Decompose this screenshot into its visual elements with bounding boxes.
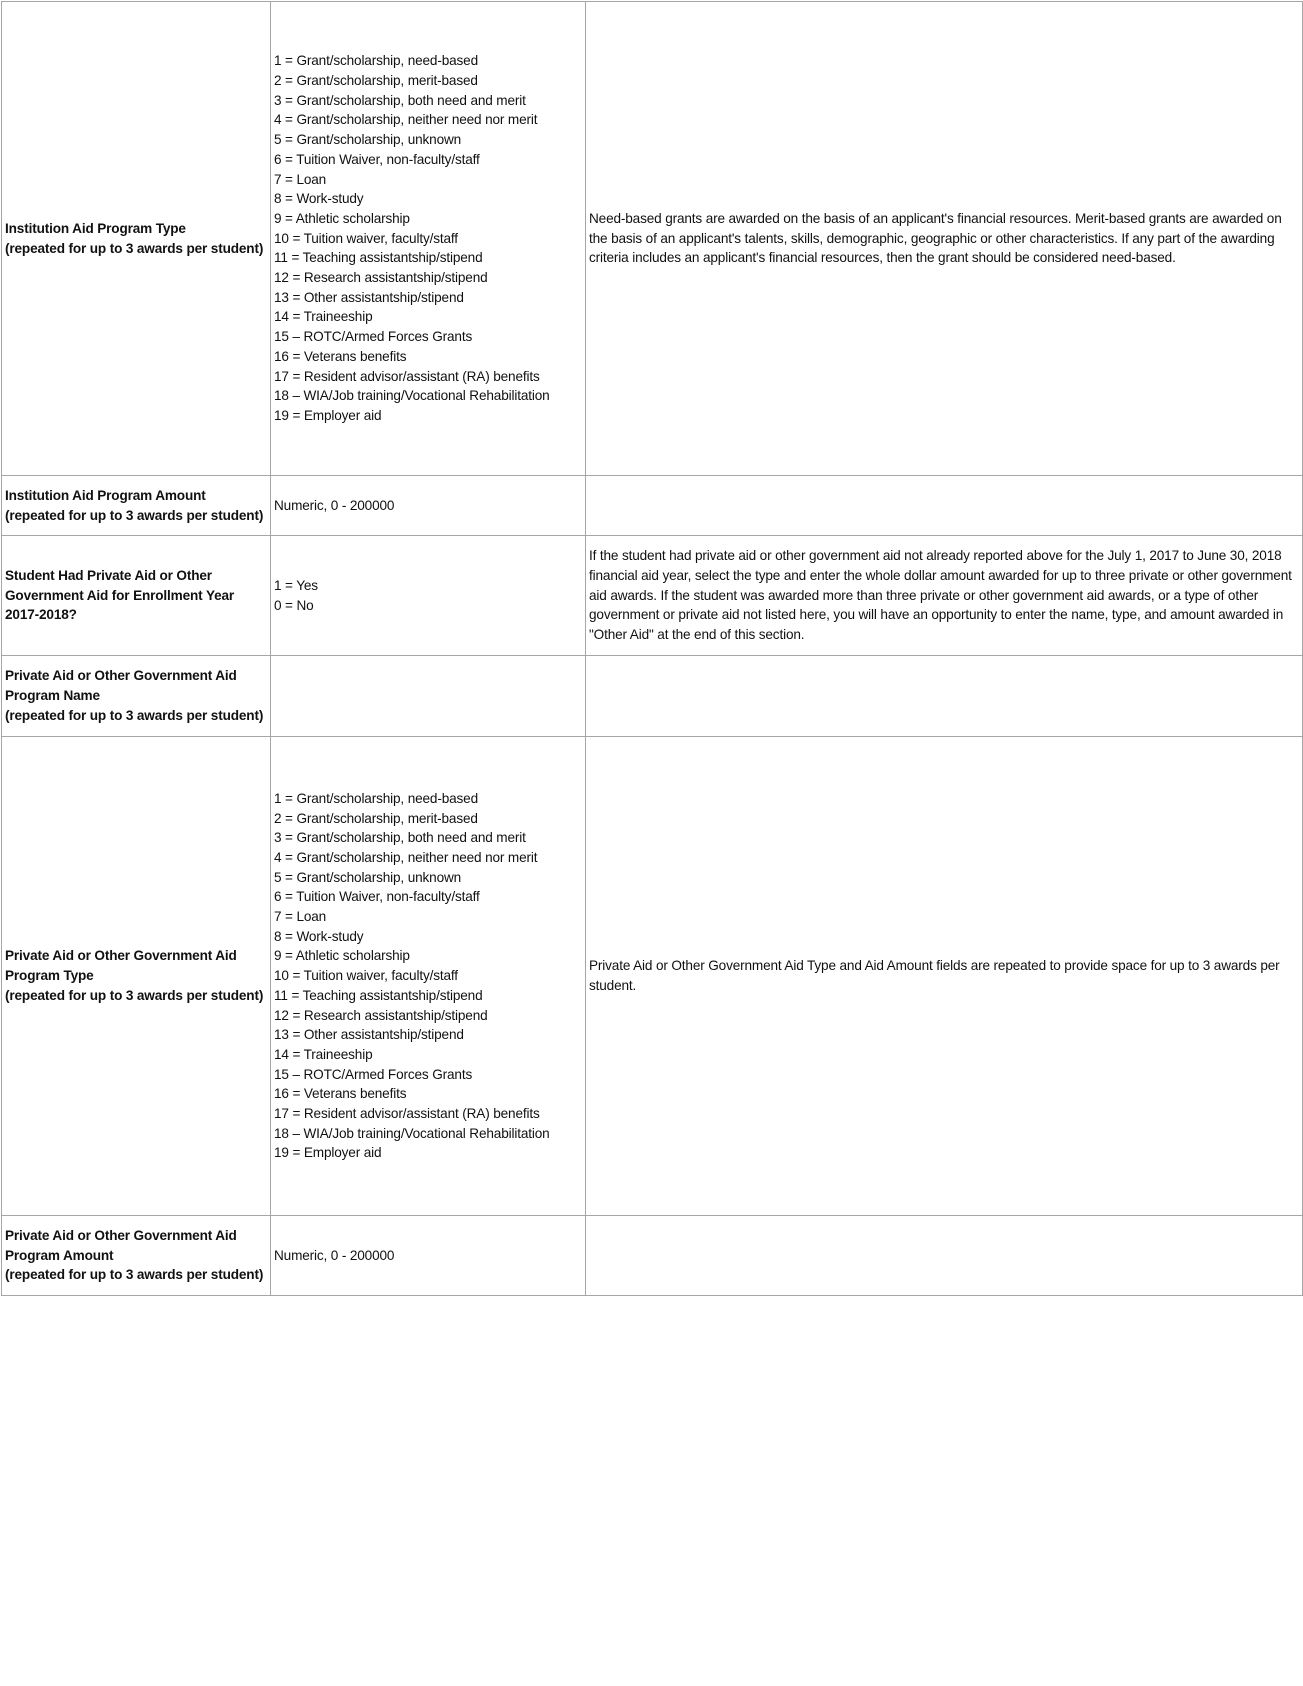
valid-value-option: 7 = Loan <box>274 909 327 925</box>
valid-value-option: 5 = Grant/scholarship, unknown <box>274 869 462 885</box>
field-name-cell <box>2 656 271 737</box>
field-name-line: Student Had Private Aid or Other Government Aid for Enrollment Year 2017-2018? <box>5 567 235 623</box>
valid-value-option: Numeric, 0 - 200000 <box>274 497 395 513</box>
field-name-line: (repeated for up to 3 awards per student) <box>5 707 264 723</box>
valid-value-option: 1 = Grant/scholarship, need-based <box>274 53 478 69</box>
valid-value-option: 6 = Tuition Waiver, non-faculty/staff <box>274 889 480 905</box>
field-name-line: (repeated for up to 3 awards per student) <box>5 507 264 523</box>
valid-value-option: 3 = Grant/scholarship, both need and merit <box>274 92 526 108</box>
valid-value-option: 1 = Yes <box>274 577 318 593</box>
valid-value-option: 16 = Veterans benefits <box>274 348 407 364</box>
notes-cell: Private Aid or Other Government Aid Type and Aid Amount fields are repeated to provide space for up to 3 awards per student. <box>586 737 1303 1216</box>
valid-value-option: 9 = Athletic scholarship <box>274 948 410 964</box>
valid-value-option: 2 = Grant/scholarship, merit-based <box>274 73 478 89</box>
valid-values-cell <box>271 1216 586 1296</box>
valid-value-option: 8 = Work-study <box>274 928 364 944</box>
valid-value-option: 11 = Teaching assistantship/stipend <box>274 250 483 266</box>
table-row <box>2 2 1303 476</box>
valid-values-cell <box>271 476 586 536</box>
valid-value-option: 6 = Tuition Waiver, non-faculty/staff <box>274 151 480 167</box>
field-name-line: Private Aid or Other Government Aid Program Type <box>5 948 237 984</box>
valid-value-option: 5 = Grant/scholarship, unknown <box>274 132 462 148</box>
valid-value-option: 18 – WIA/Job training/Vocational Rehabilitation <box>274 388 550 404</box>
valid-value-option: 18 – WIA/Job training/Vocational Rehabilitation <box>274 1125 550 1141</box>
field-name-line: Institution Aid Program Amount <box>5 487 206 503</box>
valid-value-option: 12 = Research assistantship/stipend <box>274 270 488 286</box>
notes-cell <box>586 476 1303 536</box>
table-row <box>2 476 1303 536</box>
valid-value-option: 0 = No <box>274 597 314 613</box>
field-name-line: Private Aid or Other Government Aid Program Amount <box>5 1227 237 1263</box>
valid-value-option: 12 = Research assistantship/stipend <box>274 1007 488 1023</box>
table-row <box>2 536 1303 656</box>
field-name-cell <box>2 1216 271 1296</box>
field-name-cell <box>2 2 271 476</box>
valid-value-option: 10 = Tuition waiver, faculty/staff <box>274 968 458 984</box>
table-row <box>2 737 1303 1216</box>
valid-value-option: 4 = Grant/scholarship, neither need nor merit <box>274 112 538 128</box>
field-name-line: (repeated for up to 3 awards per student) <box>5 1267 264 1283</box>
valid-value-option: 15 – ROTC/Armed Forces Grants <box>274 329 473 345</box>
field-name-line: (repeated for up to 3 awards per student) <box>5 240 264 256</box>
field-name-cell <box>2 536 271 656</box>
field-name-line: (repeated for up to 3 awards per student) <box>5 987 264 1003</box>
field-name-cell <box>2 737 271 1216</box>
valid-value-option: 11 = Teaching assistantship/stipend <box>274 987 483 1003</box>
valid-value-option: 19 = Employer aid <box>274 1145 382 1161</box>
valid-value-option: 13 = Other assistantship/stipend <box>274 1027 464 1043</box>
valid-value-option: 15 – ROTC/Armed Forces Grants <box>274 1066 473 1082</box>
valid-value-option: Numeric, 0 - 200000 <box>274 1247 395 1263</box>
notes-cell <box>586 656 1303 737</box>
valid-value-option: 8 = Work-study <box>274 191 364 207</box>
field-definitions-table <box>1 1 1303 1296</box>
valid-value-option: 3 = Grant/scholarship, both need and merit <box>274 830 526 846</box>
valid-value-option: 17 = Resident advisor/assistant (RA) benefits <box>274 1106 540 1122</box>
field-name-cell <box>2 476 271 536</box>
field-name-line: Private Aid or Other Government Aid Program Name <box>5 668 237 704</box>
valid-value-option: 1 = Grant/scholarship, need-based <box>274 790 478 806</box>
valid-value-option: 19 = Employer aid <box>274 407 382 423</box>
field-name-line: Institution Aid Program Type <box>5 220 186 236</box>
table-row <box>2 656 1303 737</box>
notes-cell <box>586 1216 1303 1296</box>
valid-value-option: 7 = Loan <box>274 171 327 187</box>
valid-values-cell <box>271 656 586 737</box>
valid-value-option: 9 = Athletic scholarship <box>274 210 410 226</box>
table-row <box>2 1216 1303 1296</box>
valid-value-option: 2 = Grant/scholarship, merit-based <box>274 810 478 826</box>
valid-value-option: 14 = Traineeship <box>274 1046 373 1062</box>
valid-value-option: 10 = Tuition waiver, faculty/staff <box>274 230 458 246</box>
valid-value-option: 4 = Grant/scholarship, neither need nor merit <box>274 849 538 865</box>
valid-values-cell <box>271 737 586 1216</box>
valid-value-option: 14 = Traineeship <box>274 309 373 325</box>
valid-value-option: 17 = Resident advisor/assistant (RA) benefits <box>274 368 540 384</box>
valid-values-cell <box>271 2 586 476</box>
notes-cell: If the student had private aid or other government aid not already reported above for the July 1, 2017 to June 30, 2018 financial aid year, select the type and enter the whole dollar amount awarded for up to three private or other government aid awards. If the student was awarded more than three private or other government aid awards, or a type of other government or private aid not listed here, you will have an opportunity to enter the name, type, and amount awarded in "Other Aid" at the end of this section. <box>586 536 1303 656</box>
valid-values-cell <box>271 536 586 656</box>
valid-value-option: 16 = Veterans benefits <box>274 1086 407 1102</box>
valid-value-option: 13 = Other assistantship/stipend <box>274 289 464 305</box>
notes-cell: Need-based grants are awarded on the basis of an applicant's financial resources. Merit-based grants are awarded on the basis of an applicant's talents, skills, demographic, geographic or other characteristics. If any part of the awarding criteria includes an applicant's financial resources, then the grant should be considered need-based. <box>586 2 1303 476</box>
